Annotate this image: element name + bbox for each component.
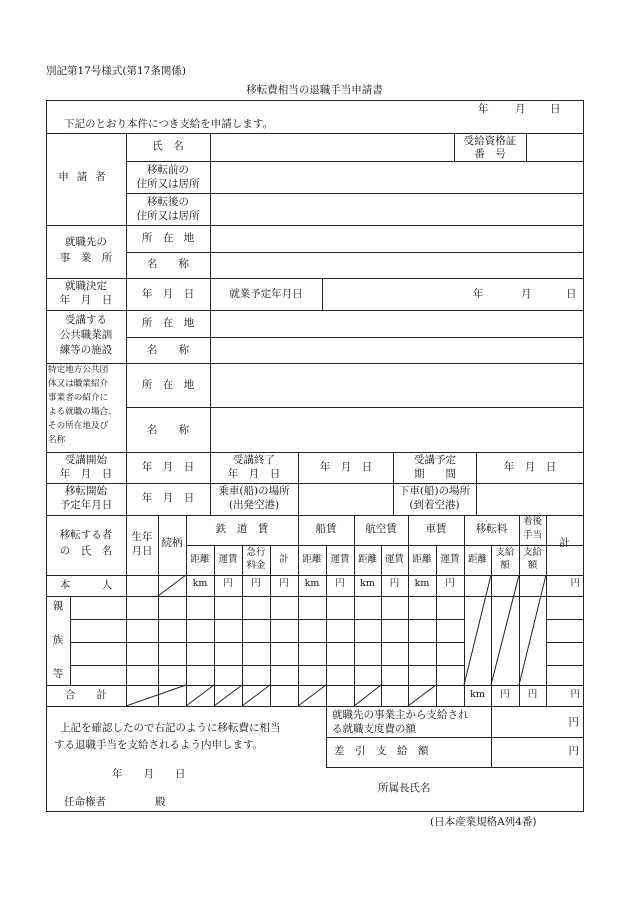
express-label-1: 急行 bbox=[246, 547, 266, 558]
special-line-2: 体又は職業紹介 bbox=[48, 379, 109, 389]
unit-yen: 円 bbox=[223, 578, 233, 589]
unit-yen: 円 bbox=[389, 578, 400, 589]
unit-km: km bbox=[470, 689, 485, 700]
self-label: 本 人 bbox=[59, 579, 113, 591]
training-label-3: 練等の施設 bbox=[59, 344, 113, 356]
qualification-label-1: 受給資格証 bbox=[463, 135, 517, 147]
move-start-label-2: 予定年月日 bbox=[59, 499, 113, 511]
arrival-label-1: 着後 bbox=[522, 516, 542, 527]
request-text: 下記のとおり本件につき支給を申請します。 bbox=[64, 118, 273, 130]
car-fare-label: 運賃 bbox=[440, 554, 460, 565]
employer-label-1: 就職先の bbox=[65, 236, 107, 248]
ship-fare-label: 運賃 bbox=[330, 554, 350, 565]
training-label-1: 受講する bbox=[65, 314, 107, 326]
grand-total-label: 合 計 bbox=[65, 689, 107, 701]
special-location-label: 所 在 地 bbox=[141, 379, 195, 391]
employer-pay-1: 就職先の事業主から支給され bbox=[332, 709, 469, 721]
birth-label-2: 月日 bbox=[131, 545, 153, 557]
planned-day: 日 bbox=[566, 288, 577, 300]
qualification-label-2: 番 号 bbox=[474, 148, 506, 160]
course-end-date: 年 月 日 bbox=[319, 461, 373, 473]
unit-km: km bbox=[192, 578, 208, 589]
unit-yen: 円 bbox=[570, 578, 580, 589]
confirm-line-2: する退職手当を支給されるよう内申します。 bbox=[54, 739, 264, 751]
employer-pay-yen: 円 bbox=[568, 716, 579, 728]
moving-distance-label: 距離 bbox=[467, 554, 487, 565]
alight-label-1: 下車(船)の場所 bbox=[398, 485, 471, 497]
arrival-paid-label-2: 額 bbox=[527, 560, 538, 571]
after-label-1: 移転後の bbox=[147, 196, 189, 208]
course-start-label-1: 受講開始 bbox=[65, 454, 107, 466]
relation-label: 続柄 bbox=[161, 537, 183, 549]
arrival-label-2: 手当 bbox=[522, 530, 542, 541]
date-month: 月 bbox=[515, 103, 526, 115]
date-year: 年 bbox=[478, 103, 489, 115]
course-planned-date: 年 月 日 bbox=[503, 461, 557, 473]
honorific: 殿 bbox=[155, 796, 166, 808]
special-line-4: よる就職の場合、 bbox=[48, 407, 117, 417]
move-start-date: 年 月 日 bbox=[141, 492, 195, 504]
course-end-label-2: 年 月 日 bbox=[227, 468, 281, 480]
total-col-label: 計 bbox=[559, 537, 570, 549]
after-label-2: 住所又は居所 bbox=[136, 210, 200, 222]
mover-label-2: の 氏 名 bbox=[59, 545, 113, 557]
birth-label-1: 生年 bbox=[131, 531, 153, 543]
training-name-label: 名 称 bbox=[147, 344, 189, 356]
date-day: 日 bbox=[550, 103, 561, 115]
manager-label: 所属長氏名 bbox=[378, 782, 431, 794]
authority-label: 任命権者 bbox=[64, 796, 106, 808]
alight-label-2: (到着空港) bbox=[409, 499, 460, 511]
decided-label-1: 就職決定 bbox=[65, 280, 107, 292]
air-fare-label: 運賃 bbox=[384, 554, 404, 565]
unit-yen: 円 bbox=[445, 578, 455, 589]
rail-distance-label: 距離 bbox=[190, 554, 210, 565]
employer-label-2: 事 業 所 bbox=[59, 252, 113, 264]
unit-yen: 円 bbox=[251, 578, 261, 589]
family-label-3: 等 bbox=[52, 668, 64, 680]
car-label: 車賃 bbox=[425, 523, 447, 535]
special-line-6: 名称 bbox=[48, 435, 66, 445]
air-label: 航空賃 bbox=[365, 523, 397, 535]
moving-paid-label-1: 支給 bbox=[495, 547, 515, 558]
employer-location-label: 所 在 地 bbox=[141, 232, 195, 244]
net-pay-yen: 円 bbox=[568, 745, 579, 757]
unit-yen: 円 bbox=[527, 689, 538, 700]
unit-yen: 円 bbox=[279, 578, 289, 589]
car-distance-label: 距離 bbox=[412, 554, 432, 565]
applicant-label: 申請者 bbox=[58, 171, 114, 183]
form-id: 別記第17号様式(第17条関係) bbox=[46, 65, 186, 77]
rail-subtotal-label: 計 bbox=[279, 554, 289, 565]
course-start-date: 年 月 日 bbox=[141, 461, 195, 473]
unit-yen: 円 bbox=[570, 689, 580, 700]
unit-km: km bbox=[414, 578, 430, 589]
mover-label-1: 移転する者 bbox=[59, 529, 113, 541]
standard-note: (日本産業規格A列4番) bbox=[430, 816, 537, 828]
training-label-2: 公共職業訓 bbox=[59, 329, 113, 341]
course-end-label-1: 受講終了 bbox=[233, 454, 275, 466]
unit-km: km bbox=[304, 578, 320, 589]
special-line-5: その所在地及び bbox=[48, 421, 109, 431]
confirm-line-1: 上記を確認したので右記のように移転費に相当 bbox=[60, 722, 281, 734]
lower-date: 年 月 日 bbox=[112, 768, 186, 780]
air-distance-label: 距離 bbox=[357, 554, 377, 565]
before-label-2: 住所又は居所 bbox=[136, 178, 200, 190]
board-label-2: (出発空港) bbox=[228, 499, 280, 511]
family-label-2: 族 bbox=[52, 634, 64, 646]
unit-yen: 円 bbox=[335, 578, 345, 589]
unit-yen: 円 bbox=[500, 689, 510, 700]
course-start-label-2: 年 月 日 bbox=[59, 468, 113, 480]
rail-label: 鉄 道 賃 bbox=[215, 523, 269, 535]
decided-date: 年 月 日 bbox=[141, 288, 195, 300]
arrival-paid-label-1: 支給 bbox=[522, 547, 542, 558]
decided-label-2: 年 月 日 bbox=[59, 294, 113, 306]
ship-distance-label: 距離 bbox=[302, 554, 322, 565]
move-start-label-1: 移転開始 bbox=[65, 485, 107, 497]
course-planned-label-1: 受講予定 bbox=[414, 454, 456, 466]
unit-km: km bbox=[360, 578, 375, 589]
special-name-label: 名 称 bbox=[147, 424, 189, 436]
form-title: 移転費相当の退職手当申請書 bbox=[246, 84, 383, 96]
planned-label: 就業予定年月日 bbox=[229, 288, 303, 300]
moving-paid-label-2: 額 bbox=[500, 560, 510, 571]
employer-pay-2: る就職支度費の額 bbox=[332, 723, 416, 735]
rail-fare-label: 運賃 bbox=[218, 554, 238, 565]
net-pay-label: 差 引 支 給 額 bbox=[334, 745, 429, 757]
special-line-3: 事業者の紹介に bbox=[48, 393, 109, 403]
family-label-1: 親 bbox=[52, 600, 64, 612]
planned-year: 年 bbox=[473, 288, 484, 300]
employer-name-label: 名 称 bbox=[147, 258, 189, 270]
express-label-2: 料金 bbox=[246, 560, 266, 571]
name-label: 氏 名 bbox=[152, 140, 184, 152]
moving-label: 移転料 bbox=[475, 523, 508, 535]
before-label-1: 移転前の bbox=[147, 164, 189, 176]
board-label-1: 乗車(船)の場所 bbox=[218, 485, 290, 497]
special-line-1: 特定地方公共団 bbox=[48, 365, 109, 375]
ship-label: 船賃 bbox=[315, 523, 337, 535]
course-planned-label-2: 期 間 bbox=[414, 468, 456, 480]
training-location-label: 所 在 地 bbox=[141, 317, 195, 329]
planned-month: 月 bbox=[521, 288, 532, 300]
